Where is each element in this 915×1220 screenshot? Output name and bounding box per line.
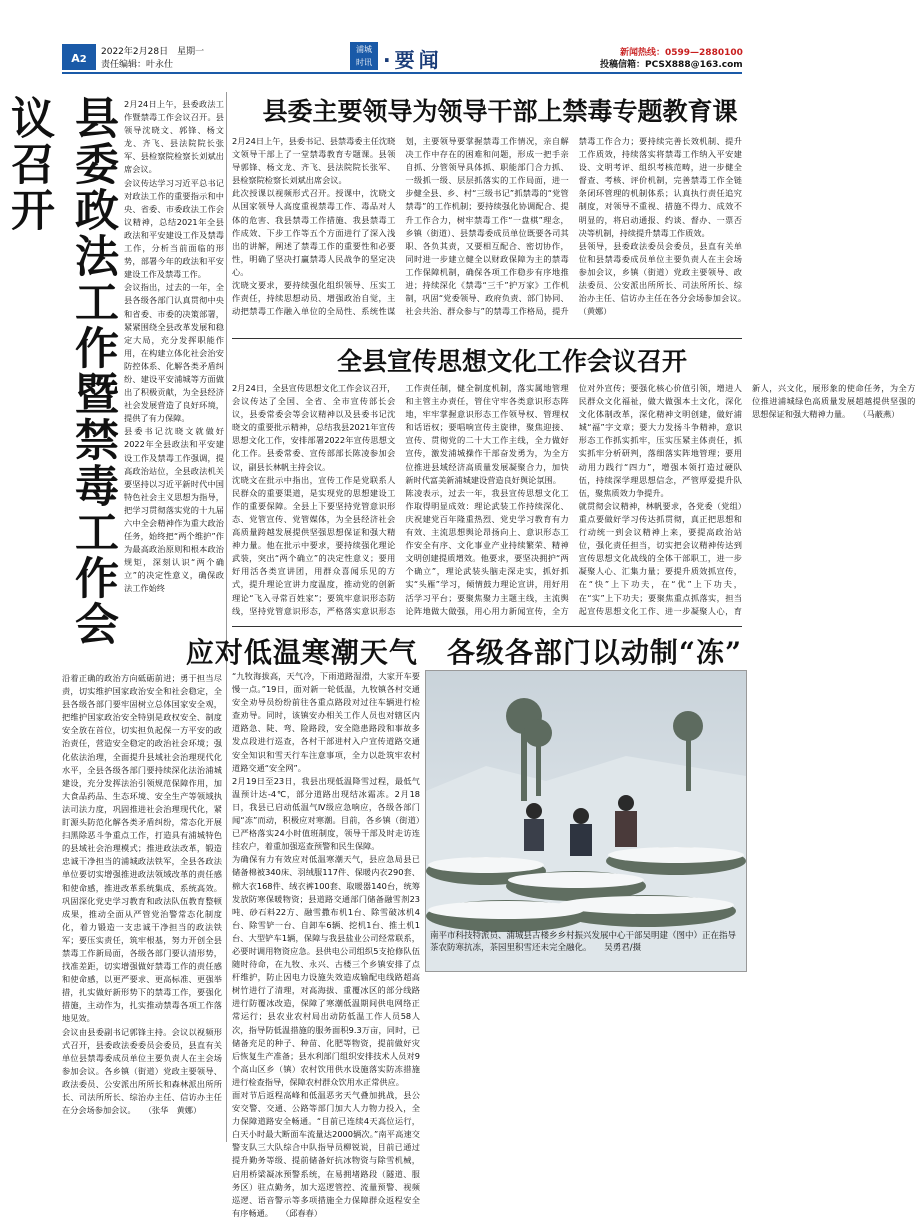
article2-headline: 县委主要领导为领导干部上禁毒专题教育课 (262, 97, 738, 126)
page-num: 2 (79, 54, 87, 65)
article2-text: 2月24日上午，县委书记、县禁毒委主任沈晓文领导干部上了一堂禁毒教育专题课。县领导郭锋、杨文龙、齐飞、县法院院长张军、县检察院检察长刘斌出席会议。 此次授课以视频形式召开。授课中，沈晓文从国家领导人高度重视禁毒工作、毒品对人体的危害、我县禁毒工作措施、我县禁毒工作成效、下步工作等五个方面进行了深入浅出的讲解，阐述了禁毒工作的重要性和必要性，明确了坚决打赢禁毒人民战争的坚定决心。 沈晓文要求，要持续强化组织领导、压实工作责任，持续思想动员、增强政治自觉，主动把禁毒工作融入单位的全局性、系统性谋划，主要领导要掌握禁毒工作情况，亲自解决工作中存在的困难和问题，形成一把手亲自抓、分管领导具体抓、职能部门合力抓、一级抓一级、层层抓落实的工作局面，进一步健全县、乡、村“三级书记”抓禁毒的“党管禁毒”的工作机制；要持续强化协调配合、提升工作合力，树牢禁毒工作“一盘棋”理念，乡镇（街道）、县禁毒委成员单位既要各司其职、各负其责，又要相互配合、密切协作，同时进一步建立健全以财政保障为主的禁毒工作保障机制，确保各项工作稳步有序地推进；持续深化《禁毒“三千”护万家》工作机制，巩固“党委领导、政府负责、部门协同、社会共治、群众参与”的禁毒工作格局，提升禁毒工作合力；要持续完善长效机制、提升工作质效，持续落实将禁毒工作纳入平安建设、文明考评、组织考核范畴，进一步健全督查、考核、评价机制，完善禁毒工作全链条闭环管理的机制体系；认真执行责任追究制度，对领导不重视、措施不得力、成效不明显的，将启动通报、约谈、督办、一票否决等机制，持续提升禁毒工作质效。 县领导，县委政法委员会委员，县直有关单位和县禁毒委成员单位主要负责人在主会场参加会议，乡镇（街道）党政主要领导、政法委员、公安派出所所长、司法所所长、综治办主任、信访办主任在各分会场参加会议。 （黄娜） (232, 136, 742, 317)
article3-body (232, 382, 915, 624)
article1-lower-text: 沿着正确的政治方向砥砺前进；勇于担当尽责，切实维护国家政治安全和社会稳定，全县各级各部门要牢固树立总体国家安全观，把维护国家政治安全特别是政权安全、制度安全放在首位，切实担负起保一方平安的政治责任，营造安全稳定的政治社会环境；强化依法治理，全面提升县域社会治理现代化水平，全县各级各部门要持续深化法治浦城建设，充分发挥法治引领规范保障作用，加大食品药品、生态环境、安全生产等领域执法司法力度，巩固推进社会治理现代化，紧盯源头防范化解各类矛盾纠纷，常态化开展扫黑除恶斗争重点工作，打造具有浦城特色的县域社会治理模式；推进政法改革，锻造忠诚干净担当的浦城政法铁军，全县各政法单位要切实增强推进政法领域改革的责任感和使命感，推进改革系统集成、系统高效。巩固深化党史学习教育和政法队伍教育整顿成果，推动全面从严管党治警常态化制度化，着力锻造一支忠诚干净担当的政法铁军；要压实责任，筑牢根基，努力开创全县禁毒工作新局面，各级各部门要认清形势，找准差距，切实增强做好禁毒工作的责任感和使命感，以更严要求、更高标准、更强举措，扎实做好新形势下的禁毒工作，要强化措施，主动作为，扎实推动禁毒各项工作落地见效。 会议由县委副书记郭锋主持。会议以视频形式召开，县委政法委委员会委员，县直有关单位县禁毒委成员单位主要负责人在主会场参加会议。各乡镇（街道）党政主要领导、政法委员、公安派出所所长和森林派出所所长、司法所所长、综治办主任、信访办主任在分会场参加会议。 （张华 黄娜） (62, 673, 222, 1116)
section-logo-line1: 浦城 (356, 45, 372, 54)
page-code: A (71, 52, 80, 65)
article4-body-left (232, 670, 420, 1218)
article1-vertical-title: 县委政法工作暨禁毒工作会议召开 (3, 95, 118, 647)
submission-email: 投稿信箱：PCSX888@163.com (600, 60, 743, 70)
article3-text: 2月24日，全县宣传思想文化工作会议召开，会议传达了全国、全省、全市宣传部长会议，县委常委会等会议精神以及县委书记沈晓文的重要批示精神，总结我县2021年宣传思想文化工作，安排部署2022年宣传思想文化工作。县委常委、宣传部部长陈凌参加会议，副县长林帆主持会议。 沈晓文在批示中指出，宣传工作是党联系人民群众的重要渠道，是实现党的思想建设工作的重要保障。全县上下要坚持党管意识形态、党管宣传、党管媒体，为全县经济社会高质量跨越发展提供坚强思想保证和强大精神力量。他在批示中要求，要持续强化理论武装，突出“两个确立”的决定性意义；要用好用活各类宣讲团，用群众喜闻乐见的方式，提升理论宣讲力度温度，推动党的创新理论“飞入寻常百姓家”；要筑牢意识形态防线，坚持党管意识形态，严格落实意识形态工作责任制，健全制度机制，落实属地管理和主管主办责任，管住守牢各类意识形态阵地，牢牢掌握意识形态工作领导权、管理权和话语权；要唱响宣传主旋律，聚焦迎接、宣传、贯彻党的二十大工作主线，全力做好宣传，激发浦城操作干部奋发勇为，为全方位推进县域经济高质量发展凝聚合力，加快新时代富美新浦城建设营造良好舆论氛围。 陈凌表示，过去一年，我县宣传思想文化工作取得明显成效：理论武装工作持续深化、庆祝建党百年隆重热烈、党史学习教育有力有效、主流思想舆论昂扬向上、意识形态工作安全有序、文化事业产业持续繁荣、精神文明创建提质增效。他要求，要坚决拥护“两个确立”，理论武装头脑走深走实，抓好抓实“头雁”学习，倾情鼓力理论宣讲，用好用活学习平台；要聚焦聚力主题主线，主流舆论阵地做大做强，用心用力新闻宣传，全方位对外宣传；要强化核心价值引领，增进人民群众文化福祉，做大做强本土文化，深化文化体制改革，深化精神文明创建，做好浦城“福”字文章；要大力发扬斗争精神，意识形态工作抓实抓牢，压实压紧主体责任，抓实抓牢分析研判，落细落实阵地管理；要用动用力践行“四力”，增强本领打造过硬队伍，持续深学理思想信念，严管厚爱提升队伍，聚焦质效力争提升。 就贯彻会议精神，林帆要求，各党委（党组）重点要做好学习传达抓贯彻，真正把思想和行动统一到会议精神上来，要提高政治站位，强化责任担当，切实把会议精神传达到宣传思想文化战线的全体干部职工，进一步凝聚人心、汇集力量；要提升质效抓宣传，在“快”上下功夫，在“优”上下功夫，在“实”上下功夫；要聚焦重点抓落实，担当起宣传思想文化工作、进一步凝聚人心，育新人，兴文化，展形象的使命任务，为全方位推进浦城绿色高质量发展超越提供坚强的思想保证和强大精神力量。 （马蔽燕） (232, 383, 915, 616)
section-logo-line2: 时讯 (356, 58, 372, 67)
article3-headline: 全县宣传思想文化工作会议召开 (336, 347, 687, 376)
article1-upper-text: 2月24日上午，县委政法工作暨禁毒工作会议召开。县领导沈晓文、郭锋、杨文龙、齐飞、县法院院长张军、县检察院检察长刘斌出席会议。 会议传达学习习近平总书记对政法工作的重要指示和中央、省委、市委政法工作会议精神，总结2021年全县政法和平安建设工作及禁毒工作，分析当前面临的形势，部署今年的政法和平安建设工作及禁毒工作。 会议指出，过去的一年，全县各级各部门认真贯彻中央和省委、市委的决策部署，紧紧围绕全县改革发展和稳定大局，充分发挥职能作用，在构建立体化社会治安防控体系、化解各类矛盾纠纷、建设平安浦城等方面做出了积极贡献，为全县经济社会发展营造了良好环境，提供了有力保障。 县委书记沈晓文就做好2022年全县政法和平安建设工作及禁毒工作强调，提高政治站位，全县政法机关要坚持以习近平新时代中国特色社会主义思想为指导，把学习贯彻落实党的十九届六中全会精神作为重大政治任务，始终把“两个维护”作为最高政治原则和根本政治规矩，深刻认识“两个确立”的决定性意义，确保政法工作始终 (124, 99, 224, 594)
article4-headline: 应对低温寒潮天气 各级各部门以动制“冻” (185, 636, 743, 669)
snow-scene-image (426, 671, 746, 971)
article4-text: “九牧海拔高，天气冷，下雨道路湿滑，大家开车要慢一点。”19日，面对新一轮低温，九牧镇各村交通安全劝导员纷纷前往各重点路段对过往车辆进行检查劝导。同时，该镇安办相关工作人员也对辖区内道路急、陡、弯、险路段，安全隐患路段和事故多发点段进行巡查，各村干部进村入户宣传道路交通安全知识和雪天行车注意事项，全力以赴筑牢农村道路交通“安全网”。 2月19日至23日，我县出现低温降雪过程，最低气温预计达-4℃，部分道路出现结冰霜冻。2月18日，我县已启动低温气Ⅳ级应急响应，各级各部门闻“冻”而动，积极应对寒潮。目前，各乡镇（街道）已严格落实24小时值班制度，领导干部及时走访连挂农户，着重加强巡查预警和民生保障。 为确保有力有效应对低温寒潮天气，县应急局县已储备棉被340床、羽绒服117件、保暖内衣290套、棉大衣168件、绒衣裤100套、取暖器140台，统筹发放防寒保暖物资；县道路交通部门储备融雪剂23吨、砂石料22方、融雪撒布机1台、除雪破冰机4台、除雪铲一台、自卸车6辆、挖机1台、推土机1台、大型铲车1辆，保障与我县盐业公司经常联系，必要时调用物资应急。县供电公司组织5支抢修队伍随时待命，在九牧、永兴、古楼三个乡镇安排了点杆维护，防止因电力设施失效造成输配电线路超高树竹进行了清理，对高海拔、重覆冰区的部分线路进行防覆冰改造，保障了寒潮低温期间供电网络正常运行；县农业农村局出动防低温工作人员58人次，指导防低温措施的服务面积9.3万亩，同时，已储备充足的种子、种苗、化肥等物资，提前做好灾后恢复生产准备；县水利部门组织安排技术人员对9个高山区乡（镇）农村饮用供水设施落实防冻措施进行检查指导，保障农村群众饮用水正常供应。 面对节后返程高峰和低温恶劣天气叠加挑战，县公安交警、交通、公路等部门加大人力物力投入，全力保障道路安全畅通。“目前已连续4天高位运行，白天小时最大断面车流量达2000辆次。”南平高速交警支队三大队综合中队指导员柳锐说，目前已通过提升勤务等级、提前储备好抗冰物资与除雪机械，启用桥梁凝冰预警系统，在易拥堵路段（隧道、服务区）驻点勤务，加大巡逻管控、流量预警、视频巡逻、语音警示等多项措施全力保障群众返程安全有序畅通。 （邱春春） (232, 671, 420, 1218)
issue-date: 2022年2月28日 星期一 (101, 47, 205, 57)
article3-divider (232, 626, 742, 627)
section-title: ·要闻 (383, 48, 443, 72)
article1-body-lower (62, 672, 222, 1140)
editor-credit: 责任编辑：叶永仕 (101, 60, 174, 70)
article2-divider (232, 338, 742, 339)
photo-caption: 南平市科技特派员、浦城县古楼乡乡村振兴发展中心干部吴明建（图中）正在指导茶农防寒抗冻，茶园里积雪还未完全融化。 吴勇君/摄 (430, 931, 737, 953)
section-title-text: 要闻 (394, 48, 443, 72)
section-logo (350, 42, 378, 70)
article1-body-upper (124, 98, 224, 673)
column-divider (226, 92, 227, 1142)
page-header (0, 0, 800, 72)
page-number-badge (62, 44, 96, 70)
snow-tea-garden-photo (425, 670, 747, 972)
header-rule (62, 72, 742, 74)
news-hotline: 新闻热线：0599—2880100 (620, 48, 743, 58)
article2-body (232, 135, 742, 335)
